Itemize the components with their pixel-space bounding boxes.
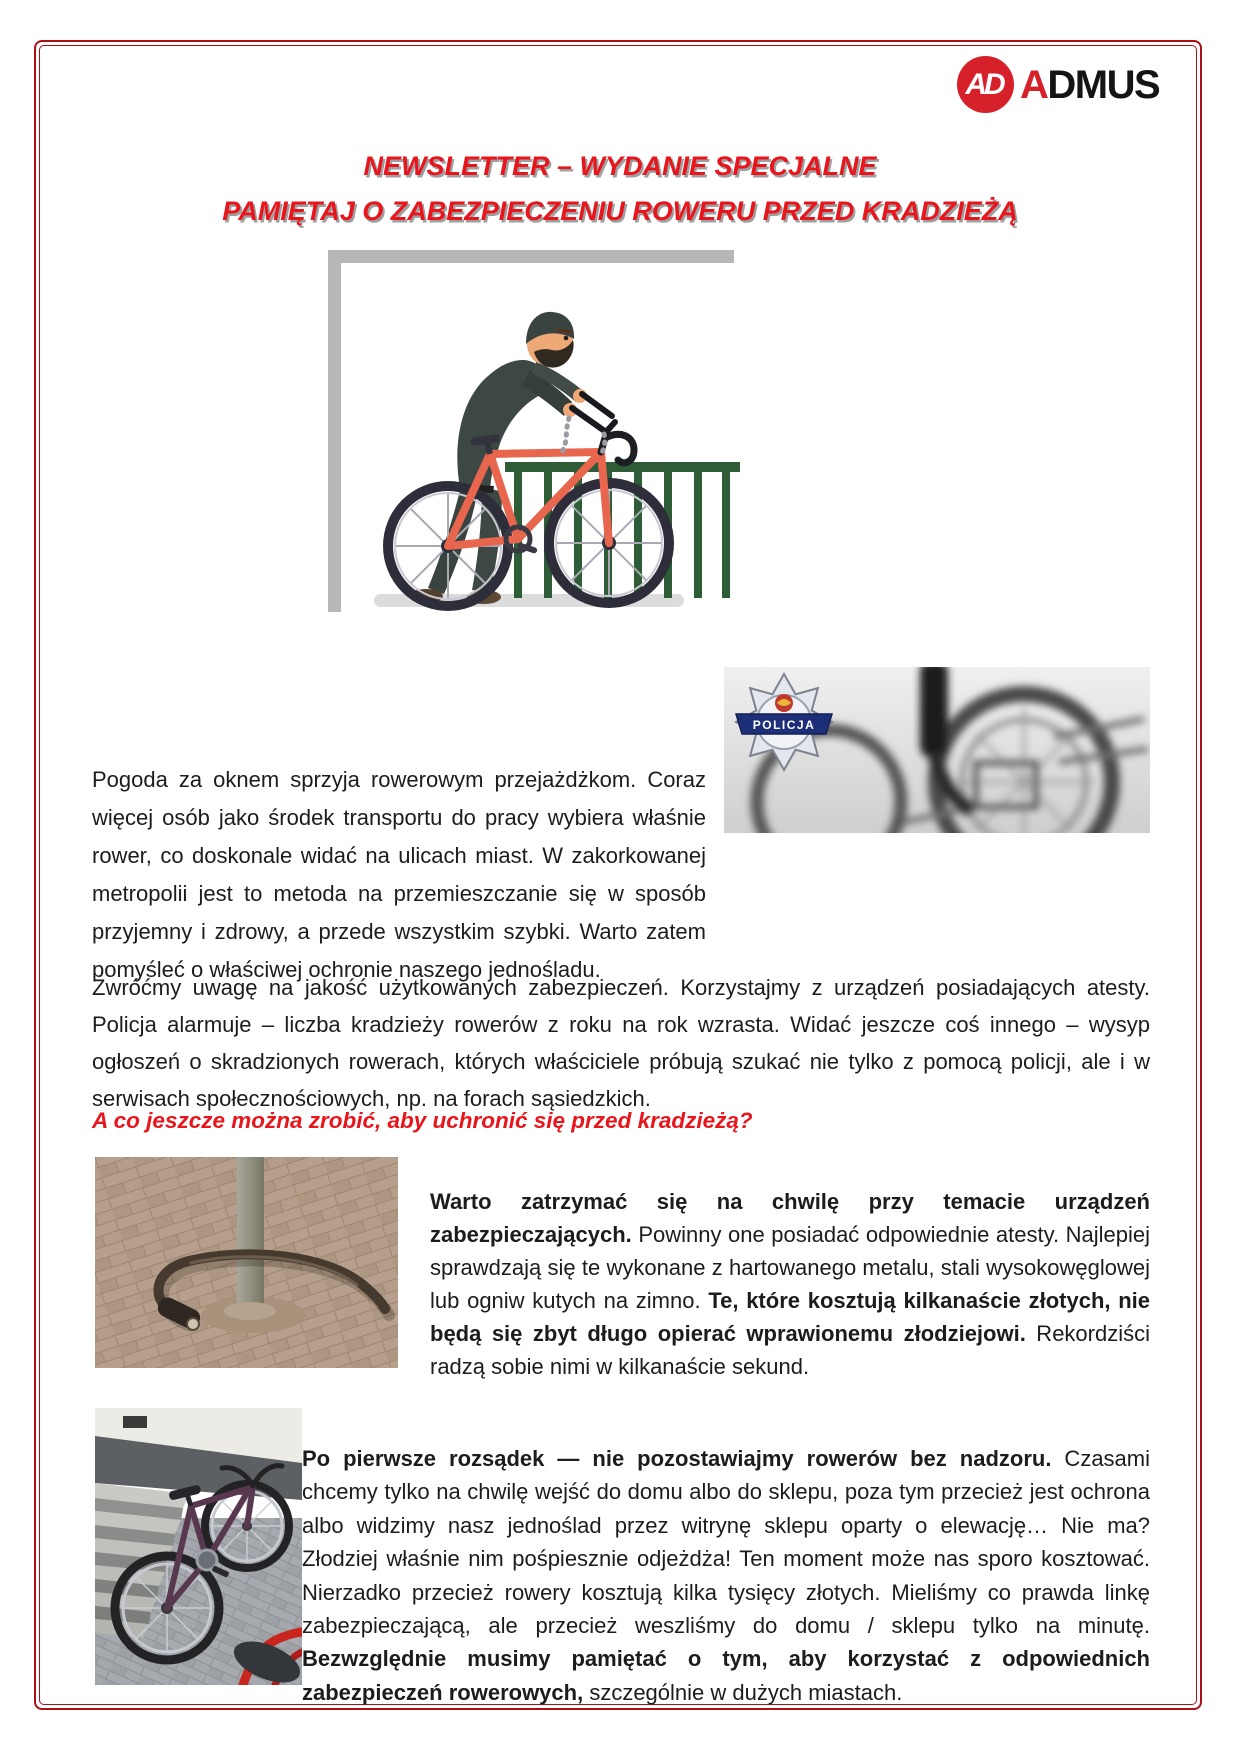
bike-thief-illustration [322,246,740,628]
admus-logo-mark-text: AD [965,67,1003,101]
locks-lead-bold: Warto zatrzymać się na chwilę przy temacie urządzeń zabezpieczających. [430,1189,1150,1247]
bike-by-stairs-photo-svg [95,1408,302,1685]
cut-lock-photo [95,1157,398,1368]
question-line: A co jeszcze można zrobić, aby uchronić się przed kradzieżą? [92,1107,753,1133]
admus-wordmark [1020,62,1160,107]
bike-by-stairs-photo [95,1408,302,1685]
caution-lead-bold: Po pierwsze rozsądek — nie pozostawiajmy rowerów bez nadzoru. [302,1446,1052,1471]
newsletter-title [0,144,1240,234]
bike-thief-illustration-svg [322,246,740,628]
admus-wordmark-rest: DMUS [1047,62,1160,107]
intro-paragraph-weather: Pogoda za oknem sprzyja rowerowym przejażdżkom. Coraz więcej osób jako środek transportu do pracy wybiera właśnie rower, co doskonale widać na ulicach miast. W zakorkowanej metropolii jest to metoda na przemieszczanie się w sposób przyjemny i zdrowy, a przede wszystkim szybki. Warto zatem pomyśleć o właściwej ochronie naszego jednośladu. [92,767,706,982]
intro-paragraph-quality: Zwróćmy uwagę na jakość użytkowanych zabezpieczeń. Korzystajmy z urządzeń posiadających atesty. Policja alarmuje – liczba kradzieży rowerów z roku na rok wzrasta. Widać jeszcze coś innego – wysyp ogłoszeń o skradzionych rowerach, których właściciele próbują szukać nie tylko z pomocą policji, ale i w serwisach społecznościowych, np. na forach sąsiedzkich. [92,975,1150,1111]
cut-lock-photo-svg [95,1157,398,1368]
police-badge-icon [736,674,832,770]
caution-body-2: szczególnie w dużych miastach. [583,1679,903,1705]
title-line-2: PAMIĘTAJ O ZABEZPIECZENIU ROWERU PRZED KRADZIEŻĄ [222,196,1018,226]
section-caution-text [302,1442,1150,1709]
title-line-1: NEWSLETTER – WYDANIE SPECJALNE [363,151,877,181]
orange-bike [388,434,669,606]
locks-bold-2: Te, które kosztują kilkanaście złotych, nie będą się zbyt długo opierać wprawionemu złodziejowi. [430,1288,1150,1346]
caution-bold-2: Bezwzględnie musimy pamiętać o tym, aby korzystać z odpowiednich zabezpieczeń rowerowych, [302,1646,1150,1705]
police-bikes-photo [724,667,1150,833]
admus-wordmark-a: A [1020,62,1048,107]
locks-body-2: Rekordziści radzą sobie nimi w kilkanaście sekund. [430,1321,1150,1379]
admus-logo [957,56,1159,113]
police-bikes-photo-svg [724,667,1150,833]
section-locks-text [430,1185,1150,1383]
locks-body-1: Powinny one posiadać odpowiednie atesty. Najlepiej sprawdzają się te wykonane z hartowanego metalu, stali wysokowęglowej lub ogniw kutych na zimno. [430,1222,1150,1313]
police-badge-label: POLICJA [752,718,816,732]
admus-logo-icon [957,56,1014,113]
caution-body-1: Czasami chcemy tylko na chwilę wejść do domu albo do sklepu, poza tym przecież jest ochrona albo widzimy nasz jednoślad przez witrynę sklepu oparty o elewację… Nie ma? Złodziej właśnie nim pośpiesznie odjeżdża! Ten moment może nas sporo kosztować. Nierzadko przecież rowery kosztują kilka tysięcy złotych. Mieliśmy co prawda linkę zabezpieczającą, ale przecież weszliśmy do domu / sklepu tylko na minutę. [302,1446,1151,1639]
